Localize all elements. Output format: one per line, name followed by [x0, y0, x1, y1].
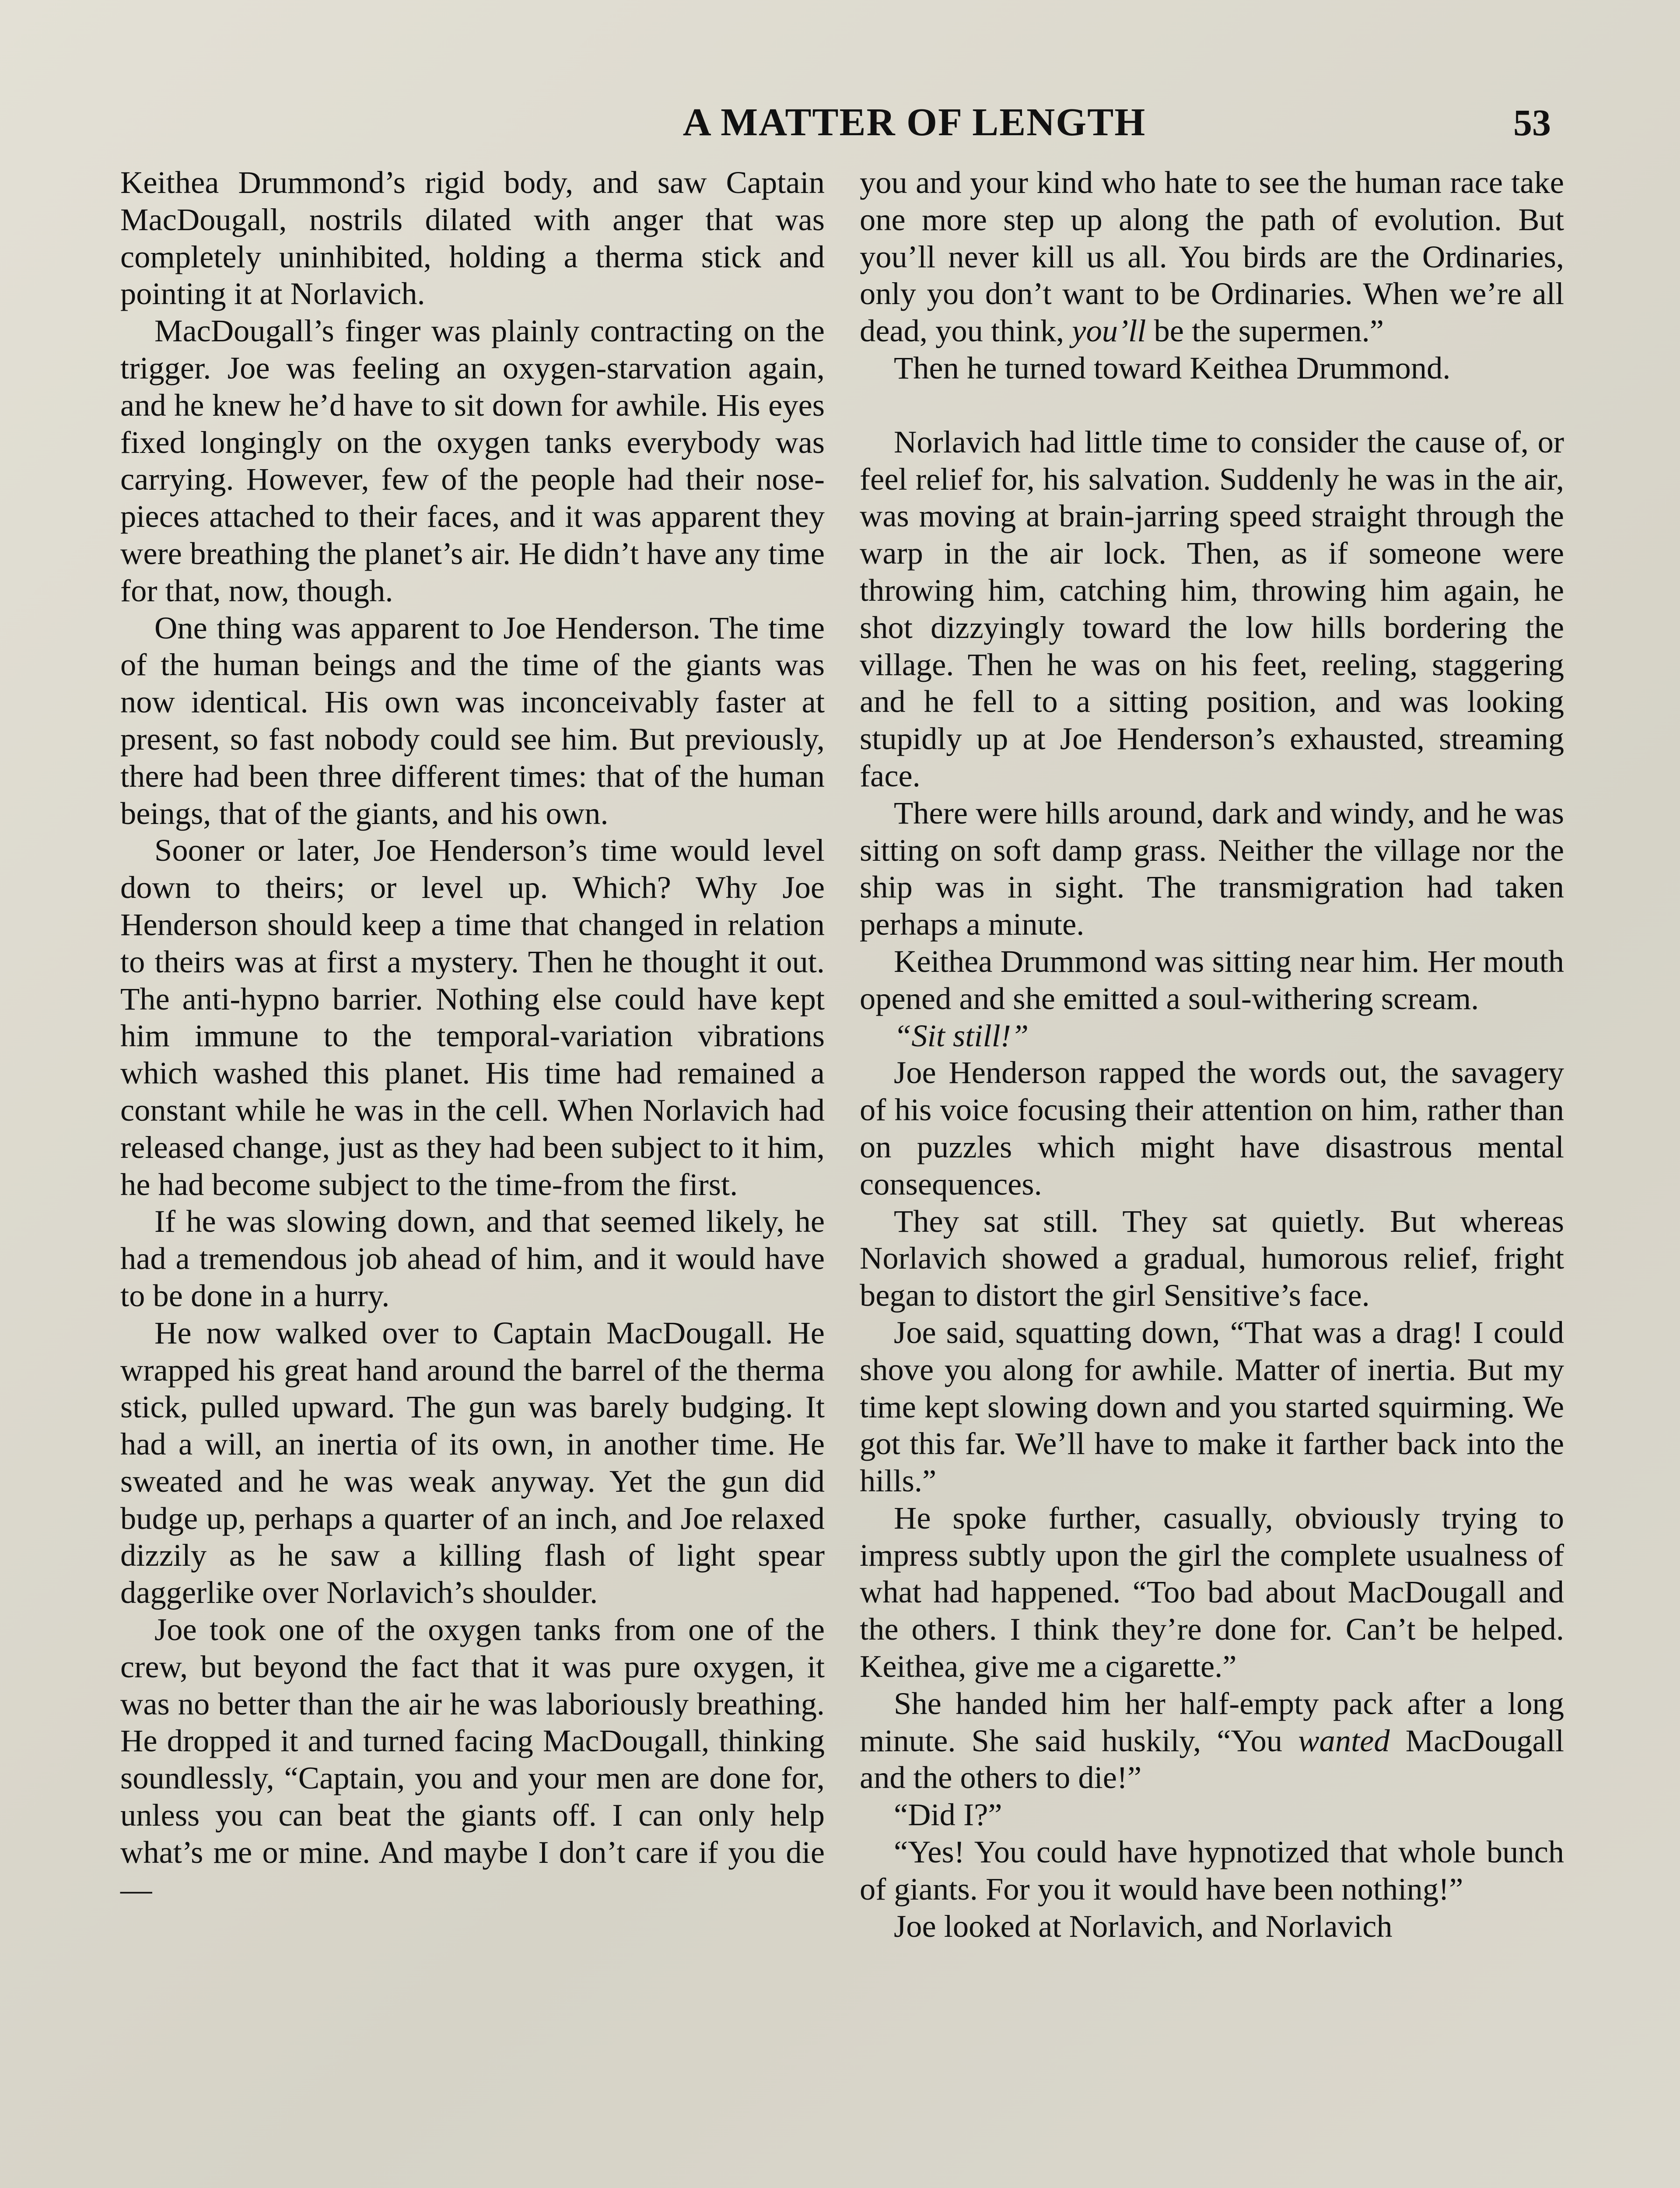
paragraph: [860, 1908, 1564, 1945]
paragraph-text: They sat still. They sat quietly. But whereas Norlavich showed a gradual, humorous relief, fright began to distort the girl Sensitive’s face.: [860, 1203, 1564, 1313]
paragraph: [860, 424, 1564, 795]
paragraph: [120, 1611, 825, 1908]
paragraph-text: you and your kind who hate to see the human race take one more step up along the path of evolution. But you’ll never kill us all. You birds are the Ordinaries, only you don’t want to be Ordinaries. When we’re all dead, you think,: [860, 165, 1564, 349]
right-column: [860, 164, 1564, 2188]
paragraph: [120, 312, 825, 609]
paragraph: [120, 1315, 825, 1611]
page-number: 53: [1513, 102, 1551, 144]
paragraph-text: He spoke further, casually, obviously trying to impress subtly upon the girl the complete usualness of what had happened. “Too bad about MacDougall and the others. I think they’re done for. Can’t be helped. Keithea, give me a cigarette.”: [860, 1500, 1564, 1684]
paragraph: [860, 943, 1564, 1017]
paragraph: [860, 1017, 1564, 1055]
paragraph: [860, 164, 1564, 350]
paragraph-text-after: MacDougall and the others to die!”: [860, 1722, 1564, 1795]
paragraph-text-after: be the supermen.”: [1146, 313, 1384, 349]
paragraph: [120, 832, 825, 1203]
paragraph: [120, 610, 825, 832]
paragraph: [860, 1685, 1564, 1796]
paragraph-text: There were hills around, dark and windy, and he was sitting on soft damp grass. Neither the village nor the ship was in sight. The transmigration had taken perhaps a minute.: [860, 795, 1564, 942]
paragraph: [860, 1500, 1564, 1685]
emphasized-text: “Sit still!”: [894, 1017, 1029, 1053]
paragraph: [860, 1796, 1564, 1834]
paragraph-text: MacDougall’s finger was plainly contracting on the trigger. Joe was feeling an oxygen-starvation again, and he knew he’d have to sit down for awhile. His eyes fixed longingly on the oxygen tanks everybody was carrying. However, few of the people had their nose-pieces attached to their faces, and it was apparent they were breathing the planet’s air. He didn’t have any time for that, now, though.: [120, 313, 825, 608]
paragraph-text: Joe looked at Norlavich, and Norlavich: [894, 1908, 1393, 1944]
running-title: A MATTER OF LENGTH: [682, 101, 1146, 144]
paragraph: [860, 1314, 1564, 1500]
paragraph: [860, 1834, 1564, 1908]
paragraph-text: He now walked over to Captain MacDougall. He wrapped his great hand around the barrel of the therma stick, pulled upward. The gun was barely budging. It had a will, an inertia of its own, in another time. He sweated and he was weak anyway. Yet the gun did budge up, perhaps a quarter of an inch, and Joe relaxed dizzily as he saw a killing flash of light spear daggerlike over Norlavich’s shoulder.: [120, 1315, 825, 1610]
paragraph-text: Joe Henderson rapped the words out, the savagery of his voice focusing their attention on him, rather than on puzzles which might have disastrous mental consequences.: [860, 1055, 1564, 1202]
paragraph-text: Norlavich had little time to consider the cause of, or feel relief for, his salvation. Suddenly he was in the air, was moving at brain-jarring speed straight through the warp in the air lock. Then, as if someone were throwing him, catching him, throwing him again, he shot dizzyingly toward the low hills bordering the village. Then he was on his feet, reeling, staggering and he fell to a sitting position, and was looking stupidly up at Joe Henderson’s exhausted, streaming face.: [860, 424, 1564, 793]
left-column: [120, 164, 825, 2188]
paragraph-text: “Did I?”: [894, 1797, 1002, 1833]
paragraph-text: Keithea Drummond was sitting near him. Her mouth opened and she emitted a soul-withering scream.: [860, 943, 1564, 1016]
paragraph-text: If he was slowing down, and that seemed likely, he had a tremendous job ahead of him, and it would have to be done in a hurry.: [120, 1203, 825, 1313]
paragraph-text: “Yes! You could have hypnotized that whole bunch of giants. For you it would have been nothing!”: [860, 1834, 1564, 1907]
paragraph: [860, 1203, 1564, 1314]
paragraph-text: She handed him her half-empty pack after a long minute. She said huskily, “You: [860, 1685, 1564, 1758]
emphasized-text: wanted: [1298, 1722, 1390, 1758]
paragraph: [860, 350, 1564, 387]
paragraph: [860, 795, 1564, 943]
paragraph-text: Joe took one of the oxygen tanks from one of the crew, but beyond the fact that it was pure oxygen, it was no better than the air he was laboriously breathing. He dropped it and turned facing MacDougall, thinking soundlessly, “Captain, you and your men are done for, unless you can beat the giants off. I can only help what’s me or mine. And maybe I don’t care if you die—: [120, 1612, 825, 1907]
paragraph: [860, 1054, 1564, 1203]
paragraph-text: One thing was apparent to Joe Henderson. The time of the human beings and the time of the giants was now identical. His own was inconceivably faster at present, so fast nobody could see him. But previously, there had been three different times: that of the human beings, that of the giants, and his own.: [120, 610, 825, 831]
paragraph: [120, 164, 825, 312]
paragraph-text: Joe said, squatting down, “That was a drag! I could shove you along for awhile. Matter of inertia. But my time kept slowing down and you started squirming. We got this far. We’ll have to make it farther back into the hills.”: [860, 1314, 1564, 1499]
running-head: [116, 98, 1551, 147]
paragraph-text: Then he turned toward Keithea Drummond.: [894, 350, 1451, 386]
emphasized-text: you’ll: [1072, 313, 1146, 349]
paragraph-text: Sooner or later, Joe Henderson’s time would level down to theirs; or level up. Which? Why Joe Henderson should keep a time that changed in relation to theirs was at first a mystery. Then he thought it out. The anti-hypno barrier. Nothing else could have kept him immune to the temporal-variation vibrations which washed this planet. His time had remained a constant while he was in the cell. When Norlavich had released change, just as they had been subject to it him, he had become subject to the time-from the first.: [120, 832, 825, 1202]
paragraph: [120, 1203, 825, 1314]
paragraph-text: Keithea Drummond’s rigid body, and saw Captain MacDougall, nostrils dilated with anger that was completely uninhibited, holding a therma stick and pointing it at Norlavich.: [120, 165, 825, 312]
